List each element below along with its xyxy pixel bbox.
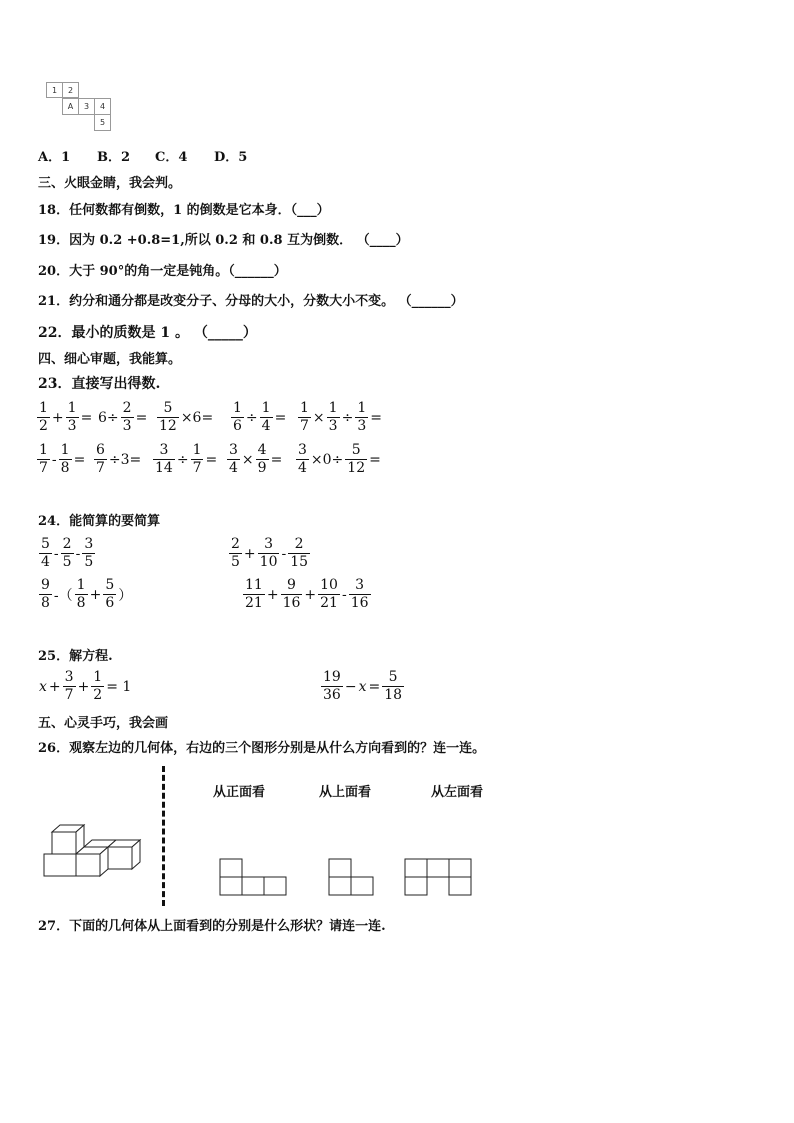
section-4-title: 四、细心审题，我能算。: [38, 352, 182, 367]
question-20: 20．大于 90°的角一定是钝角。（______）: [38, 264, 287, 279]
calc-item: $\frac{3}{4}$ ×0÷ $\frac{5}{12}$ =: [298, 442, 381, 476]
dashed-divider: [162, 766, 165, 906]
question-23-title: 23．直接写出得数.: [38, 376, 161, 392]
net-cell: 4: [94, 98, 111, 115]
net-cell: 2: [62, 82, 79, 98]
calc-item: $\frac{1}{7}$ - $\frac{1}{8}$ =: [39, 442, 86, 476]
question-25-title: 25．解方程.: [38, 649, 113, 664]
calc-item: $\frac{5}{12}$ ×6=: [159, 400, 214, 434]
option-b: B．2: [97, 150, 131, 165]
question-22: 22．最小的质数是 1 。 （_____）: [38, 325, 257, 341]
question-24-title: 24．能简算的要简算: [38, 514, 161, 529]
view-label-top: 从上面看: [319, 785, 372, 800]
question-27-title: 27．下面的几何体从上面看到的分别是什么形状？请连一连.: [38, 919, 386, 934]
calc-item: $\frac{6}{7}$ ÷3=: [96, 442, 142, 476]
view-shape-3: [404, 858, 476, 898]
net-cell: 3: [78, 98, 95, 115]
net-cell: A: [62, 98, 79, 115]
net-cell: 1: [46, 82, 63, 98]
calc-item: $\frac{1}{2}$ + $\frac{1}{3}$ =: [39, 400, 93, 434]
calc-item: $\frac{3}{14}$ ÷ $\frac{1}{7}$ =: [155, 442, 218, 476]
calc-item: $\frac{11}{21}$ + $\frac{9}{16}$ + $\frac{10}{21}$ - $\frac{3}{16}$: [245, 577, 369, 611]
option-c: C．4: [155, 150, 188, 165]
view-shape-2: [328, 858, 376, 898]
equation-1: x + $\frac{3}{7}$ + $\frac{1}{2}$ = 1: [39, 669, 132, 703]
section-3-title: 三、火眼金睛，我会判。: [38, 176, 182, 191]
net-cell: 5: [94, 114, 111, 131]
calc-item: $\frac{3}{4}$ × $\frac{4}{9}$ =: [229, 442, 283, 476]
equation-2: $\frac{19}{36}$ − x = $\frac{5}{18}$: [323, 669, 403, 703]
question-19: 19．因为 0.2 +0.8=1,所以 0.2 和 0.8 互为倒数． （____）: [38, 233, 409, 248]
option-a: A．1: [38, 150, 71, 165]
view-label-left: 从左面看: [431, 785, 484, 800]
calc-item: $\frac{1}{7}$ × $\frac{1}{3}$ ÷ $\frac{1}{3}$ =: [300, 400, 382, 434]
question-26-title: 26．观察左边的几何体，右边的三个图形分别是从什么方向看到的？连一连。: [38, 741, 486, 756]
question-18: 18．任何数都有倒数，1 的倒数是它本身．（___）: [38, 203, 330, 218]
section-5-title: 五、心灵手巧，我会画: [38, 716, 169, 731]
view-label-front: 从正面看: [213, 785, 266, 800]
question-21: 21．约分和通分都是改变分子、分母的大小，分数大小不变。 （______）: [38, 294, 464, 309]
calc-item: $\frac{9}{8}$ -（ $\frac{1}{8}$ + $\frac{5}{6}$ ）: [41, 577, 133, 611]
view-shape-1: [219, 858, 289, 898]
cube-solid-figure: [40, 820, 144, 884]
calc-item: $\frac{5}{4}$ - $\frac{2}{5}$ - $\frac{3}{5}$: [41, 536, 94, 570]
option-d: D．5: [214, 150, 248, 165]
calc-item: $\frac{2}{5}$ + $\frac{3}{10}$ - $\frac{2}{15}$: [231, 536, 309, 570]
calc-item: 6÷ $\frac{2}{3}$ =: [98, 400, 148, 434]
calc-item: $\frac{1}{6}$ ÷ $\frac{1}{4}$ =: [233, 400, 287, 434]
